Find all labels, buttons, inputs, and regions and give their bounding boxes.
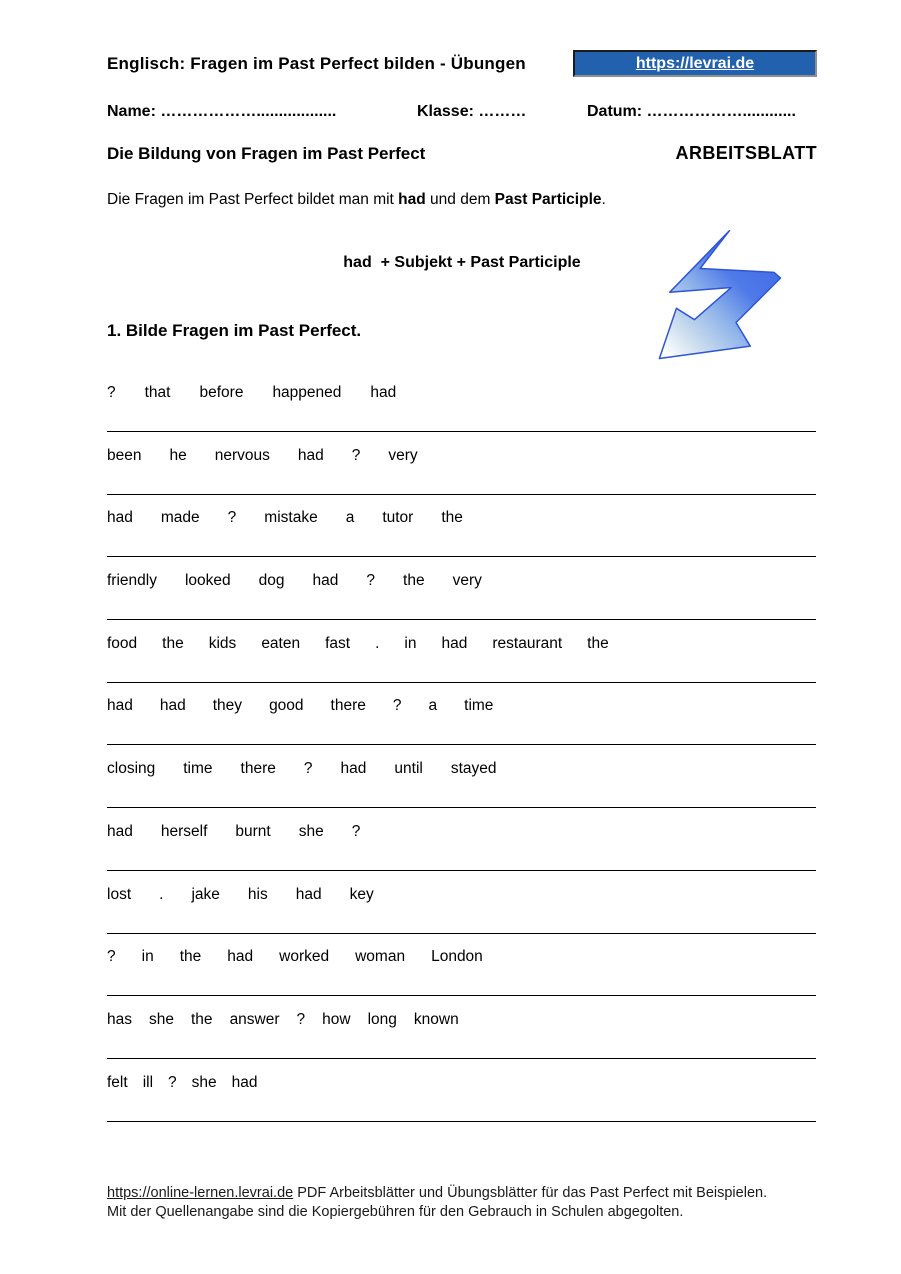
word-token: his — [247, 885, 268, 903]
word-token: there — [330, 697, 366, 715]
page-header — [107, 50, 817, 77]
answer-line — [107, 1058, 816, 1059]
scrambled-words — [107, 1074, 816, 1092]
word-token: there — [240, 760, 276, 778]
exercise-row — [107, 948, 816, 1011]
levrai-link-box[interactable] — [573, 50, 817, 77]
scrambled-words — [107, 1011, 816, 1029]
answer-line — [107, 431, 816, 432]
word-token: food — [107, 634, 138, 652]
answer-line — [107, 619, 816, 620]
word-token: she — [149, 1010, 174, 1028]
word-token: time — [183, 760, 213, 778]
word-token: the — [179, 948, 202, 966]
word-token: ? — [351, 446, 361, 464]
answer-line — [107, 807, 816, 808]
answer-line — [107, 682, 816, 683]
word-token: in — [141, 948, 154, 966]
word-token: known — [413, 1010, 459, 1028]
word-token: had — [227, 948, 254, 966]
intro-bold-had: had — [398, 191, 426, 208]
levrai-link[interactable]: https://levrai.de — [635, 54, 755, 72]
answer-line — [107, 744, 816, 745]
word-token: dog — [258, 572, 285, 590]
word-token: had — [107, 822, 133, 840]
word-token: had — [159, 697, 186, 715]
exercise-row — [107, 384, 816, 447]
answer-line — [107, 995, 816, 996]
word-token: burnt — [235, 822, 271, 840]
word-token: lost — [107, 885, 132, 903]
word-token: key — [349, 885, 374, 903]
scrambled-words — [107, 948, 816, 966]
word-token: that — [144, 384, 171, 401]
footer-line-2: Mit der Quellenangabe sind die Kopiergebühren für den Gebrauch in Schulen abgegolten. — [107, 1204, 684, 1220]
word-token: the — [587, 634, 609, 652]
word-token: woman — [355, 948, 406, 966]
footer-line-1 — [107, 1184, 817, 1203]
lightning-arrow-icon — [648, 224, 790, 368]
intro-mid: und dem — [425, 191, 495, 208]
word-token: she — [298, 822, 324, 840]
klasse-field: Klasse: ……… — [417, 103, 527, 120]
word-token: had — [312, 572, 339, 590]
word-token: closing — [107, 760, 156, 778]
scrambled-words — [107, 384, 816, 402]
word-token: good — [269, 697, 304, 715]
exercise-list — [107, 384, 816, 1136]
scrambled-words — [107, 886, 816, 904]
word-token: London — [431, 948, 483, 966]
exercise-row — [107, 697, 816, 760]
exercise-row — [107, 823, 816, 886]
word-token: ? — [366, 572, 376, 590]
scrambled-words — [107, 635, 816, 653]
word-token: the — [441, 509, 463, 527]
answer-line — [107, 933, 816, 934]
word-token: worked — [279, 948, 330, 966]
word-token: . — [375, 634, 380, 652]
word-token: has — [107, 1010, 132, 1028]
word-token: long — [367, 1010, 397, 1028]
exercise-row — [107, 1074, 816, 1137]
scrambled-words — [107, 823, 816, 841]
word-token: had — [107, 697, 133, 715]
word-token: he — [169, 446, 187, 464]
word-token: tutor — [382, 509, 414, 527]
word-token: stayed — [450, 760, 497, 778]
word-token: in — [404, 634, 417, 652]
exercise-row — [107, 509, 816, 572]
word-token: ? — [392, 697, 402, 715]
word-token: the — [191, 1010, 213, 1028]
word-token: had — [370, 384, 397, 401]
word-token: had — [107, 509, 133, 527]
word-token: ? — [303, 760, 313, 778]
word-token: happened — [272, 384, 342, 401]
word-token: how — [322, 1010, 351, 1028]
scrambled-words — [107, 697, 816, 715]
word-token: had — [297, 446, 324, 464]
word-token: a — [345, 509, 355, 527]
answer-line — [107, 494, 816, 495]
word-token: . — [159, 885, 164, 903]
word-token: very — [452, 572, 482, 590]
word-token: eaten — [261, 634, 301, 652]
worksheet-title: Englisch: Fragen im Past Perfect bilden - Übungen — [107, 54, 526, 73]
word-token: the — [403, 572, 425, 590]
word-token: had — [340, 760, 367, 778]
word-token: time — [464, 697, 494, 715]
exercise-row — [107, 572, 816, 635]
word-token: nervous — [214, 446, 270, 464]
word-token: they — [212, 697, 243, 715]
word-token: restaurant — [492, 634, 563, 652]
word-token: fast — [325, 634, 351, 652]
word-token: the — [162, 634, 184, 652]
word-token: answer — [229, 1010, 280, 1028]
word-token: ? — [296, 1010, 306, 1028]
scrambled-words — [107, 760, 816, 778]
word-token: jake — [191, 885, 220, 903]
exercise-row — [107, 447, 816, 510]
word-token: ill — [142, 1073, 154, 1091]
exercise-row — [107, 760, 816, 823]
word-token: herself — [160, 822, 208, 840]
page-footer — [107, 1184, 817, 1222]
word-token: kids — [208, 634, 237, 652]
word-token: felt — [107, 1073, 128, 1091]
exercise-row — [107, 886, 816, 949]
arbeitsblatt-badge: ARBEITSBLATT — [675, 143, 817, 163]
word-token: until — [394, 760, 423, 778]
word-token: mistake — [264, 509, 318, 527]
formula-text: had + Subjekt + Past Participle — [343, 254, 581, 271]
word-token: friendly — [107, 572, 157, 590]
word-token: looked — [184, 572, 231, 590]
student-fields — [107, 103, 817, 123]
word-token: had — [295, 885, 322, 903]
word-token: made — [160, 509, 200, 527]
word-token: ? — [351, 822, 361, 840]
footer-line1-text: PDF Arbeitsblätter und Übungsblätter für das Past Perfect mit Beispielen. — [293, 1185, 768, 1201]
word-token: had — [441, 634, 468, 652]
word-token: ? — [107, 948, 116, 966]
word-token: been — [107, 446, 142, 464]
footer-link[interactable]: https://online-lernen.levrai.de — [107, 1185, 294, 1201]
exercise-row — [107, 1011, 816, 1074]
scrambled-words — [107, 447, 816, 465]
section-heading-row — [107, 143, 817, 164]
answer-line — [107, 556, 816, 557]
intro-bold-participle: Past Participle — [494, 191, 602, 208]
answer-line — [107, 870, 816, 871]
word-token: ? — [168, 1073, 177, 1091]
name-field: Name: ……………….................. — [107, 103, 337, 120]
task-heading: 1. Bilde Fragen im Past Perfect. — [107, 321, 362, 340]
exercise-row — [107, 635, 816, 698]
word-token: very — [388, 446, 418, 464]
word-token: a — [428, 697, 438, 715]
datum-field: Datum: ………………............ — [587, 103, 796, 120]
answer-line — [107, 1121, 816, 1122]
word-token: ? — [107, 384, 116, 401]
scrambled-words — [107, 572, 816, 590]
word-token: before — [199, 384, 244, 401]
intro-pre: Die Fragen im Past Perfect bildet man mit — [107, 191, 399, 208]
word-token: ? — [227, 509, 237, 527]
word-token: had — [231, 1073, 258, 1091]
section-title: Die Bildung von Fragen im Past Perfect — [107, 144, 426, 163]
intro-post: . — [601, 191, 606, 208]
scrambled-words — [107, 509, 816, 527]
intro-sentence — [107, 191, 817, 209]
word-token: she — [191, 1073, 217, 1091]
